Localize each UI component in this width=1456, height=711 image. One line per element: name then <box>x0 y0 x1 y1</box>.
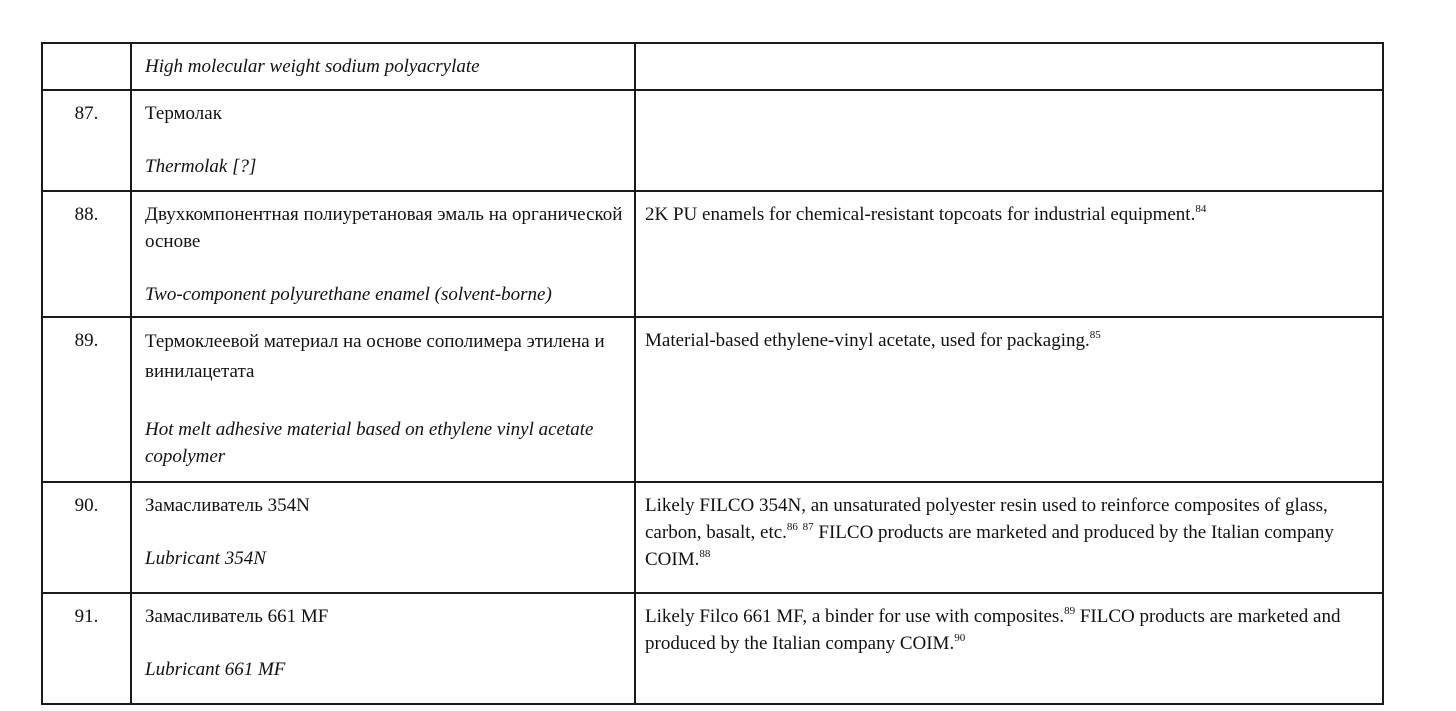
english-name: Thermolak [?] <box>145 156 257 177</box>
row-number: 89. <box>42 317 131 482</box>
substance-name-cell <box>131 90 635 191</box>
footnote-ref[interactable]: 86 <box>786 521 798 533</box>
table-row <box>42 482 1383 593</box>
table-row <box>42 191 1383 317</box>
note-text: FILCO products are marketed and produced by the Italian company COIM. <box>645 606 1341 654</box>
english-name: High molecular weight sodium polyacrylate <box>145 56 480 77</box>
note-cell <box>635 482 1383 593</box>
table-row <box>42 43 1383 90</box>
table-row <box>42 90 1383 191</box>
footnote-ref[interactable]: 88 <box>699 548 711 560</box>
note-cell <box>635 43 1383 90</box>
row-number: 88. <box>42 191 131 317</box>
table-row <box>42 317 1383 482</box>
english-name: Lubricant 354N <box>145 548 266 569</box>
english-name: Hot melt adhesive material based on ethylene vinyl acetate copolymer <box>145 419 594 467</box>
footnote-ref[interactable]: 84 <box>1195 203 1207 215</box>
footnote-ref[interactable]: 90 <box>954 632 966 644</box>
russian-name: Двухкомпонентная полиуретановая эмаль на органической основе <box>145 204 623 252</box>
note-cell <box>635 317 1383 482</box>
russian-name: Замасливатель 354N <box>145 495 310 516</box>
note-text: Likely Filco 661 MF, a binder for use with composites. <box>645 606 1065 627</box>
footnote-ref[interactable]: 89 <box>1064 605 1076 617</box>
substances-table <box>41 42 1384 705</box>
note-text: Likely FILCO 354N, an unsaturated polyester resin used to reinforce composites of glass, carbon, basalt, etc. <box>645 495 1328 543</box>
english-name: Two-component polyurethane enamel (solvent-borne) <box>145 284 552 305</box>
substance-name-cell <box>131 191 635 317</box>
russian-name: Замасливатель 661 MF <box>145 606 329 627</box>
note-cell <box>635 191 1383 317</box>
english-name: Lubricant 661 MF <box>145 659 286 680</box>
row-number: 87. <box>42 90 131 191</box>
note-text: Material-based ethylene-vinyl acetate, used for packaging. <box>645 330 1090 351</box>
row-number: 90. <box>42 482 131 593</box>
substance-name-cell <box>131 317 635 482</box>
row-number: 91. <box>42 593 131 704</box>
note-cell <box>635 90 1383 191</box>
russian-name: Термоклеевой материал на основе сополимера этилена и винилацетата <box>145 331 605 382</box>
footnote-ref[interactable]: 87 <box>802 521 814 533</box>
russian-name: Термолак <box>145 103 222 124</box>
note-text: FILCO products are marketed and produced by the Italian company COIM. <box>645 522 1334 570</box>
note-cell <box>635 593 1383 704</box>
substance-name-cell <box>131 482 635 593</box>
table-row <box>42 593 1383 704</box>
note-text: 2K PU enamels for chemical-resistant topcoats for industrial equipment. <box>645 204 1196 225</box>
substance-name-cell <box>131 43 635 90</box>
footnote-ref[interactable]: 85 <box>1089 329 1101 341</box>
row-number <box>42 43 131 90</box>
substance-name-cell <box>131 593 635 704</box>
